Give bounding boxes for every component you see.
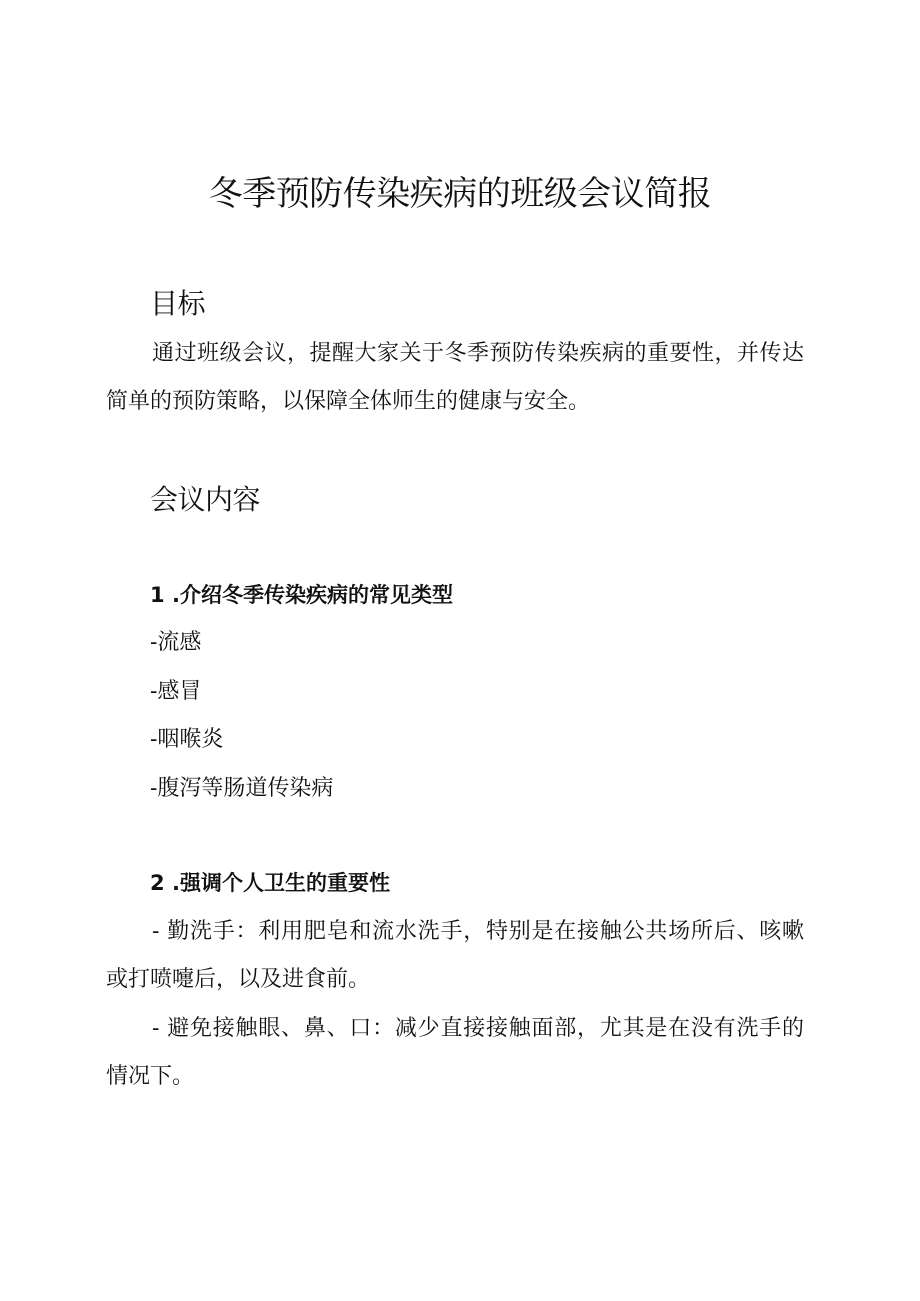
document-title: 冬季预防传染疾病的班级会议简报 [208, 174, 712, 214]
avoid-touch-paragraph: - 避免接触眼、鼻、口：减少直接接触面部，尤其是在没有洗手的情况下。 [106, 1016, 804, 1089]
goal-paragraph: 通过班级会议，提醒大家关于冬季预防传染疾病的重要性，并传达简单的预防策略，以保障全体师生的健康与安全。 [106, 341, 804, 414]
section-2-title [150, 865, 390, 901]
section-1-label: .介绍冬季传染疾病的常见类型 [172, 583, 453, 607]
list-item: -感冒 [150, 679, 202, 704]
list-item: -流感 [150, 630, 202, 655]
list-item: -腹泻等肠道传染病 [150, 776, 334, 801]
handwashing-paragraph: - 勤洗手：利用肥皂和流水洗手，特别是在接触公共场所后、咳嗽或打喷嚏后，以及进食前。 [106, 919, 804, 992]
goal-heading: 目标 [150, 287, 206, 320]
content-heading: 会议内容 [150, 483, 261, 516]
section-2-number: 2 [150, 871, 165, 895]
list-item: -咽喉炎 [150, 727, 224, 752]
section-2-label: .强调个人卫生的重要性 [172, 871, 390, 895]
section-1-title [150, 577, 453, 613]
section-1-number: 1 [150, 583, 165, 607]
